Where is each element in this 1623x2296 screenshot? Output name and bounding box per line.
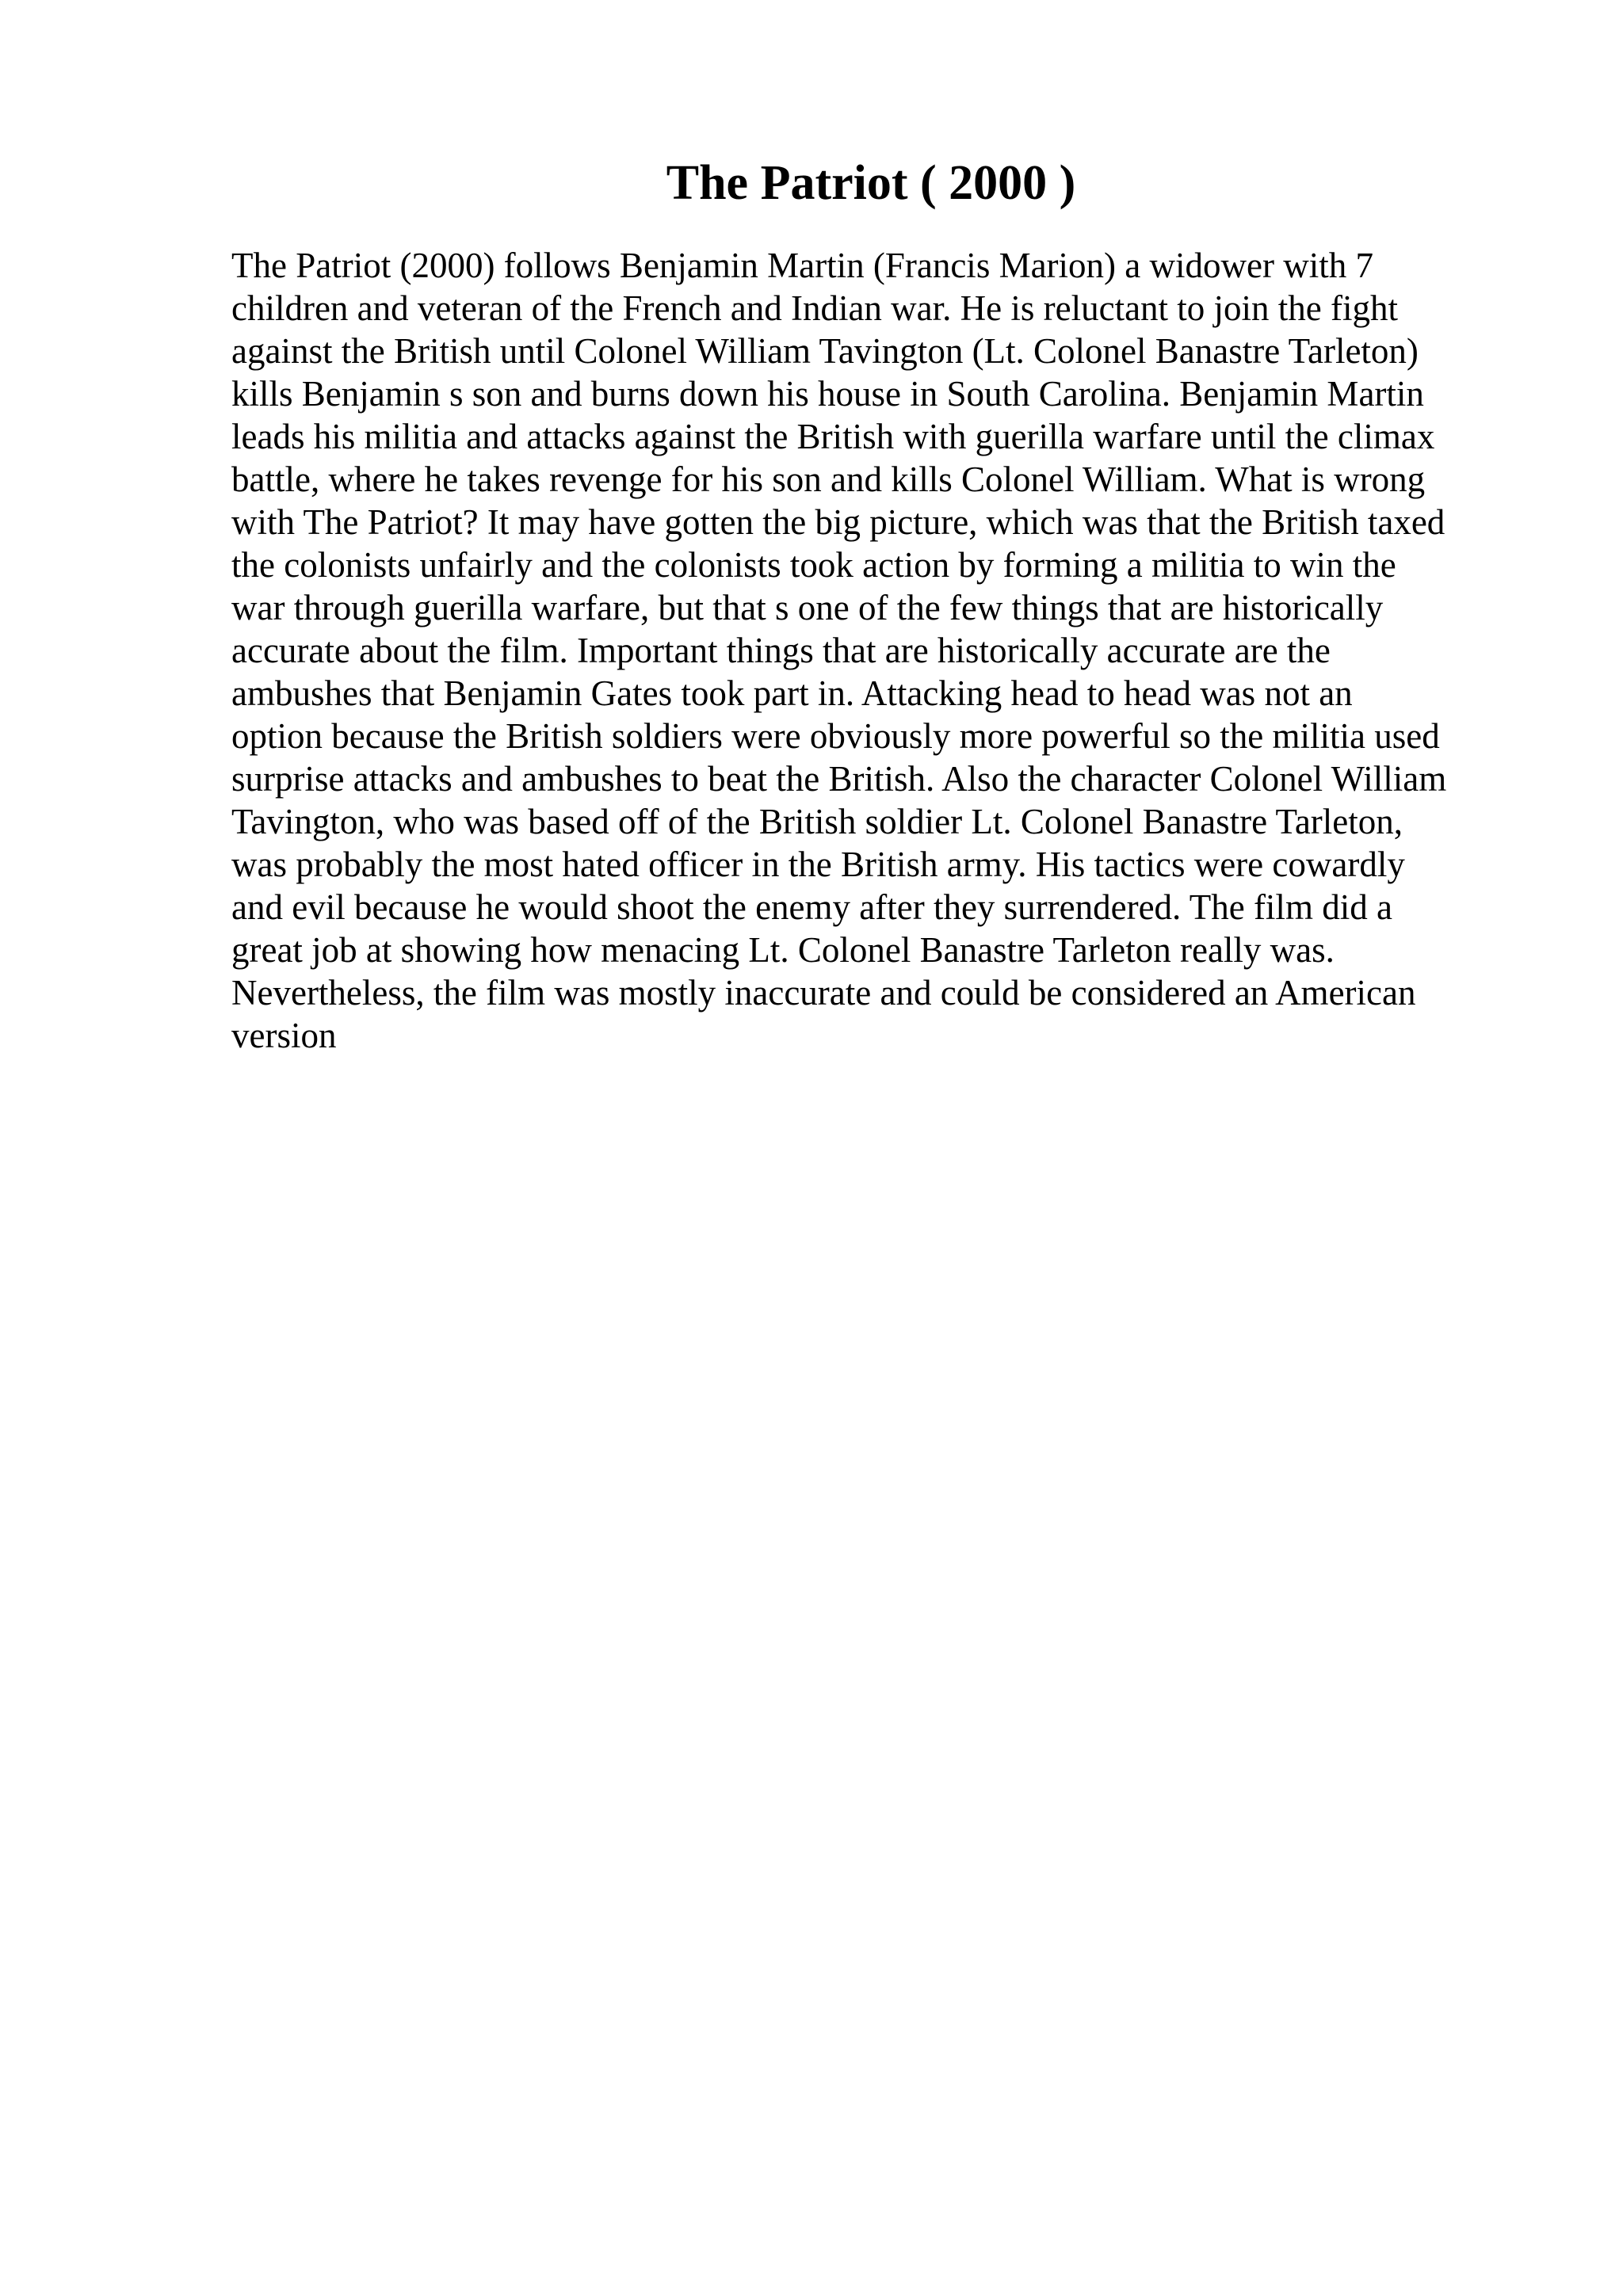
body-line: kills Benjamin s son and burns down his house in South Carolina. Benjamin Martin — [231, 374, 1424, 414]
body-line: children and veteran of the French and Indian war. He is reluctant to join the fight — [231, 288, 1399, 328]
document-body — [231, 244, 1594, 1057]
document-title: The Patriot ( 2000 ) — [666, 156, 1076, 210]
body-line: The Patriot (2000) follows Benjamin Martin (Francis Marion) a widower with 7 — [231, 246, 1373, 285]
body-line: option because the British soldiers were obviously more powerful so the militia used — [231, 716, 1440, 756]
body-line: Tavington, who was based off of the British soldier Lt. Colonel Banastre Tarleton, — [231, 802, 1403, 841]
body-line: war through guerilla warfare, but that s one of the few things that are historically — [231, 588, 1384, 627]
body-line: ambushes that Benjamin Gates took part in. Attacking head to head was not an — [231, 673, 1353, 713]
body-line: the colonists unfairly and the colonists took action by forming a militia to win the — [231, 545, 1396, 585]
body-line: battle, where he takes revenge for his son and kills Colonel William. What is wrong — [231, 460, 1426, 499]
body-line: and evil because he would shoot the enemy after they surrendered. The film did a — [231, 887, 1392, 927]
body-line: against the British until Colonel William Tavington (Lt. Colonel Banastre Tarleton) — [231, 331, 1419, 371]
body-line: surprise attacks and ambushes to beat the British. Also the character Colonel William — [231, 759, 1447, 799]
body-line: Nevertheless, the film was mostly inaccurate and could be considered an American — [231, 973, 1416, 1013]
body-line: great job at showing how menacing Lt. Colonel Banastre Tarleton really was. — [231, 930, 1335, 970]
body-line: with The Patriot? It may have gotten the big picture, which was that the British taxed — [231, 502, 1445, 542]
body-line: was probably the most hated officer in the British army. His tactics were cowardly — [231, 845, 1405, 884]
body-line: version — [231, 1016, 337, 1055]
body-line: accurate about the film. Important things that are historically accurate are the — [231, 631, 1331, 670]
body-line: leads his militia and attacks against the British with guerilla warfare until the climax — [231, 417, 1435, 456]
